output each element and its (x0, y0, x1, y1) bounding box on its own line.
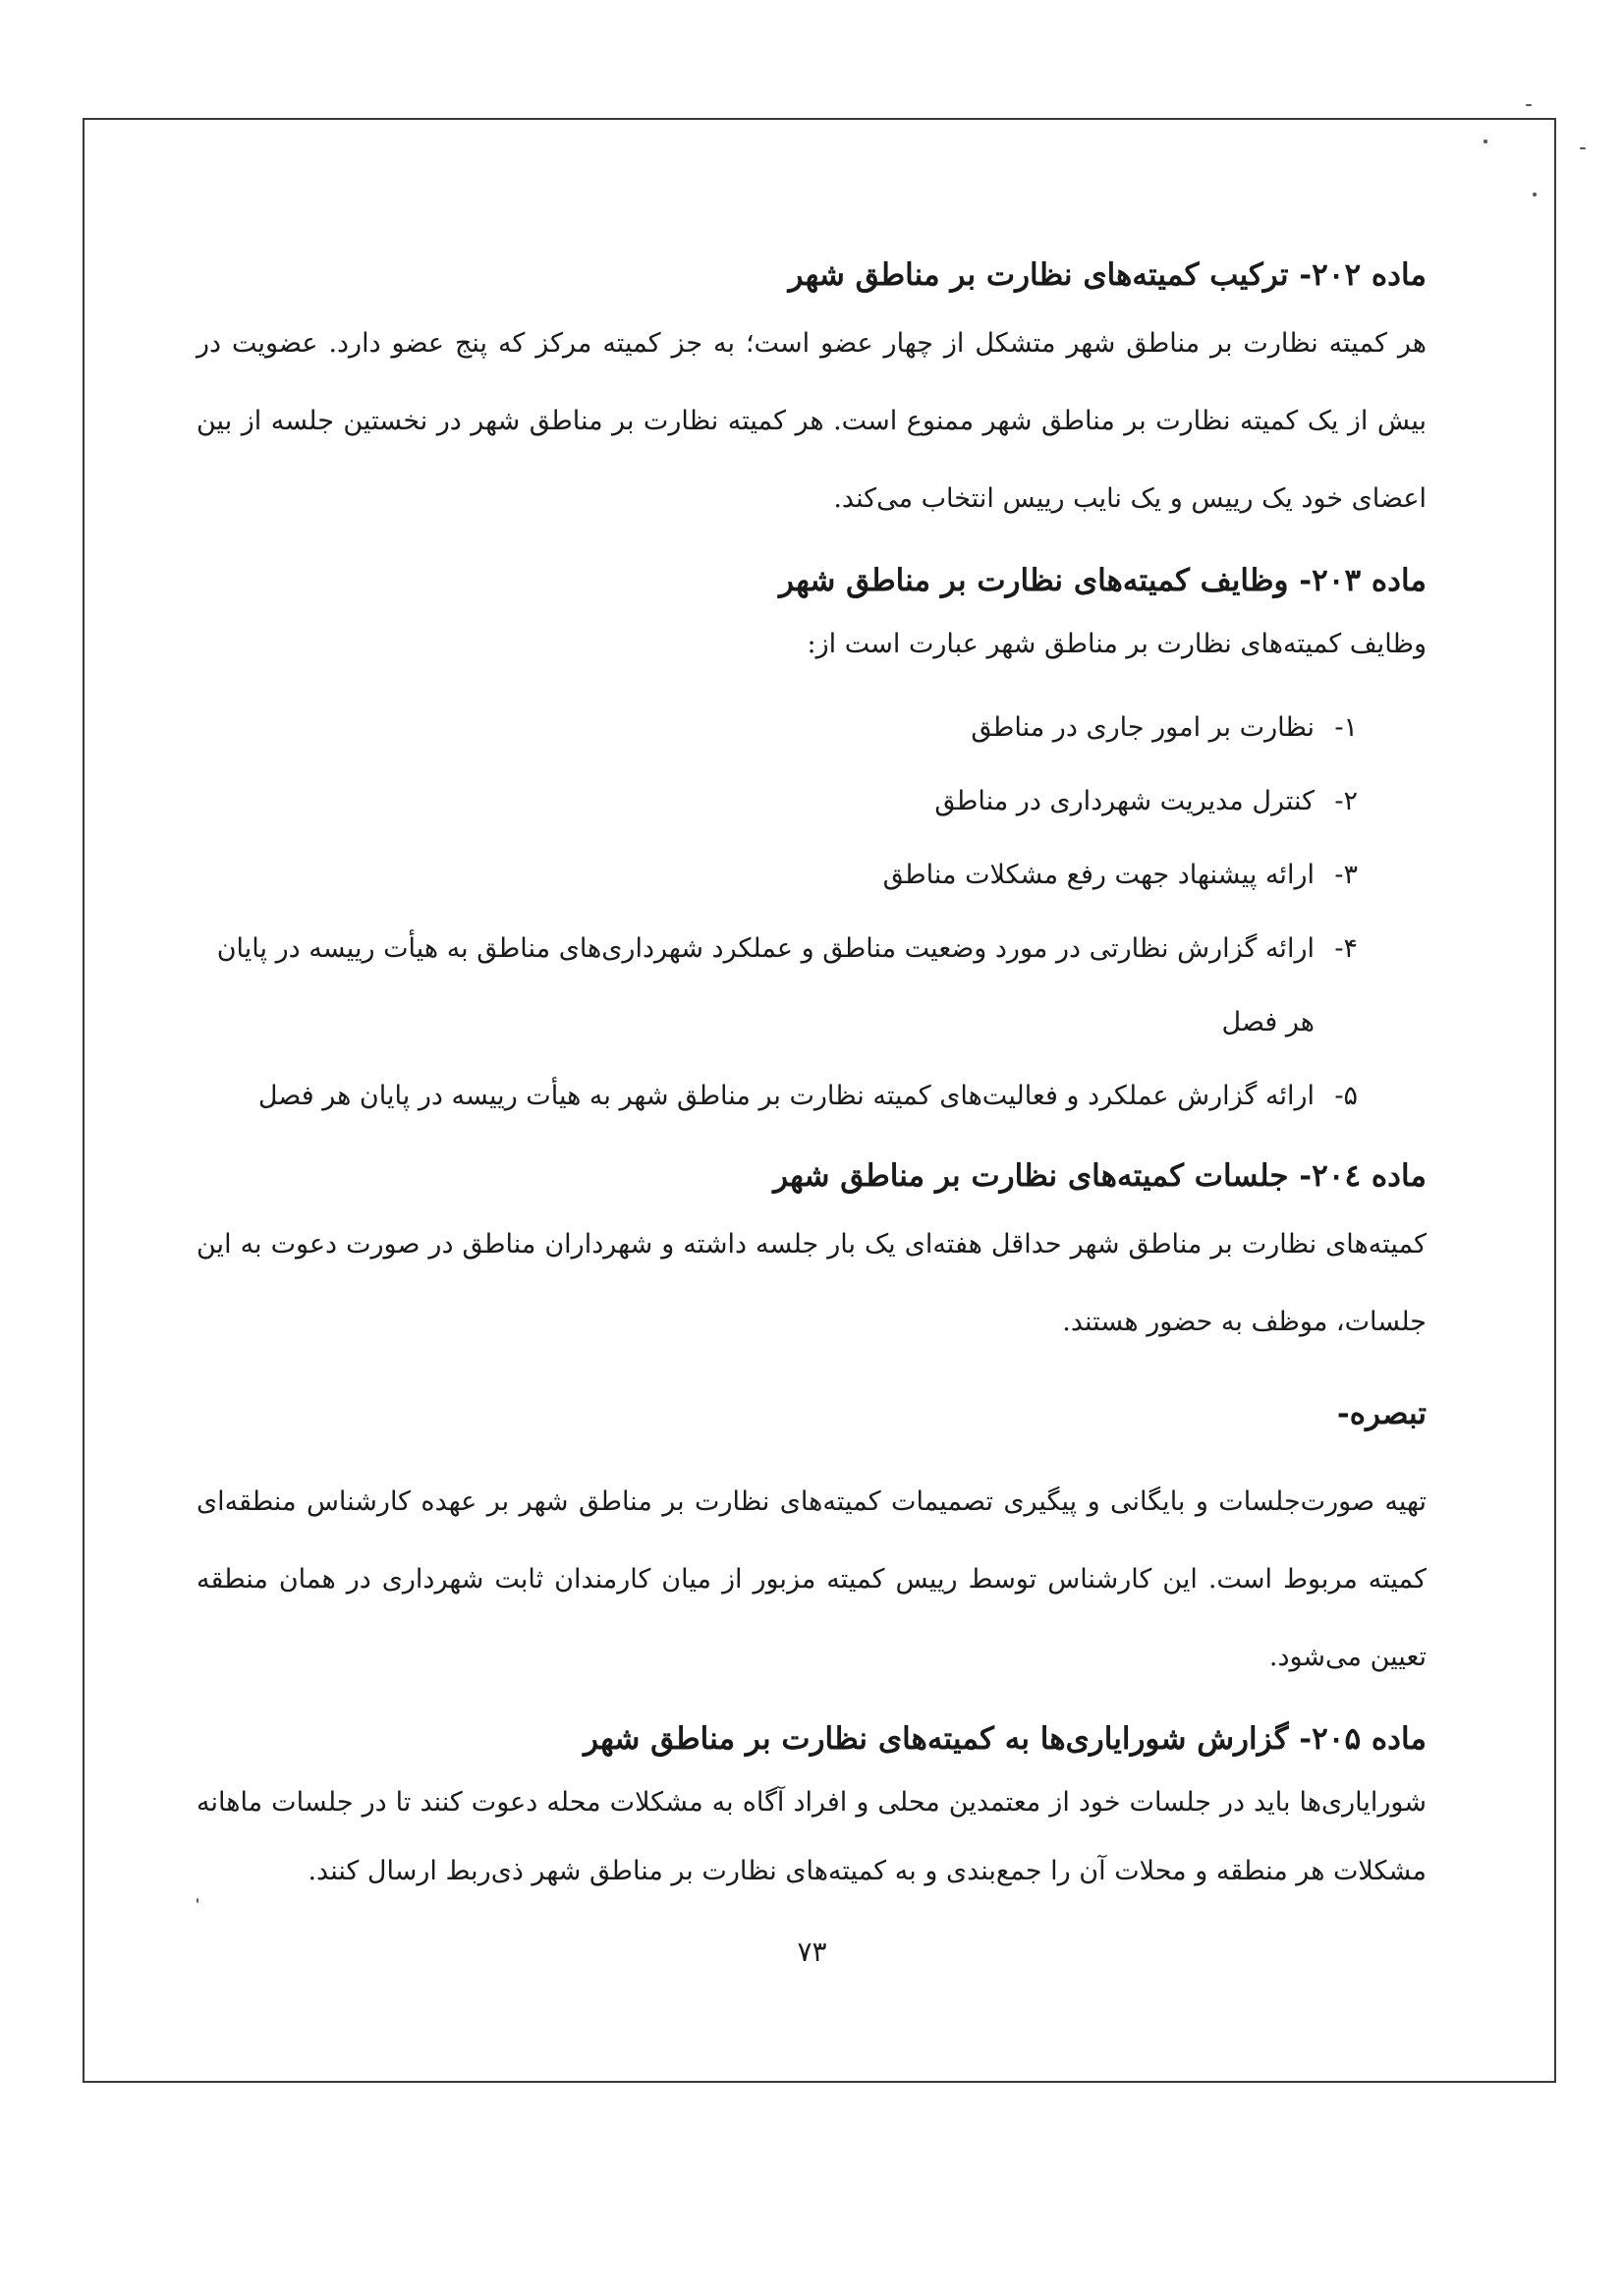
article-paragraph: شورایاری‌ها باید در جلسات خود از معتمدین محلی و افراد آگاه به مشکلات محله دعوت کنند تا در جلسات ماهانه مشکلات هر منطقه و محلات آن را جمع‌بندی و به کمیته‌های نظارت بر مناطق شهر ذی‌ربط ارسال کنند. (196, 1787, 1427, 1886)
article-paragraph: کمیته‌های نظارت بر مناطق شهر حداقل هفته‌ای یک بار جلسه داشته و شهرداران مناطق در صورت دعوت به این جلسات، موظف به حضور هستند. (196, 1229, 1427, 1337)
note (196, 1384, 1427, 1696)
article-heading: ماده ۲۰۵- گزارش شورایاری‌ها به کمیته‌های نظارت بر مناطق شهر (583, 1721, 1427, 1757)
duties-list (196, 691, 1427, 1133)
list-item (196, 764, 1358, 838)
article-203 (196, 551, 1427, 1133)
article-paragraph: هر کمیته نظارت بر مناطق شهر متشکل از چهار عضو است؛ به جز کمیته مرکز که پنج عضو دارد. عضویت در بیش از یک کمیته نظارت بر مناطق شهر ممنوع است. هر کمیته نظارت بر مناطق شهر در نخستین جلسه از بین اعضای خود یک رییس و یک نایب رییس انتخاب می‌کند. (196, 328, 1427, 514)
list-item-number: ۵- (1334, 1081, 1358, 1111)
list-item-text: کنترل مدیریت شهرداری در مناطق (934, 786, 1315, 816)
article-204 (196, 1147, 1427, 1361)
list-item (196, 838, 1358, 912)
document-body (196, 246, 1427, 1906)
list-item-number: ۲- (1334, 786, 1358, 816)
list-item-text: ارائه گزارش نظارتی در مورد وضعیت مناطق و عملکرد شهرداری‌های مناطق به هیأت رییسه در پایان هر فصل (216, 933, 1315, 1037)
list-item (196, 1059, 1358, 1133)
article-intro: وظایف کمیته‌های نظارت بر مناطق شهر عبارت است از: (807, 629, 1427, 659)
scan-speck (1484, 140, 1487, 143)
list-item (196, 691, 1358, 764)
article-202 (196, 246, 1427, 537)
scan-speck (1580, 147, 1586, 149)
list-item-number: ۱- (1334, 712, 1358, 743)
list-item-text: ارائه گزارش عملکرد و فعالیت‌های کمیته نظارت بر مناطق شهر به هیأت رییسه در پایان هر فصل (257, 1081, 1315, 1111)
note-paragraph: تهیه صورت‌جلسات و بایگانی و پیگیری تصمیمات کمیته‌های نظارت بر مناطق شهر بر عهده کارشناس منطقه‌ای کمیته مربوط است. این کارشناس توسط رییس کمیته مزبور از میان کارمندان ثابت شهرداری در همان منطقه تعیین می‌شود. (196, 1486, 1427, 1672)
list-item-number: ۳- (1334, 860, 1358, 890)
list-item-number: ۴- (1334, 933, 1358, 964)
scan-speck (1533, 193, 1537, 196)
article-heading: ماده ٢٠٤- جلسات کمیته‌های نظارت بر مناطق شهر (773, 1158, 1427, 1194)
list-item-text: نظارت بر امور جاری در مناطق (971, 712, 1315, 743)
note-heading: تبصره- (1336, 1396, 1427, 1431)
article-205 (196, 1709, 1427, 1906)
article-heading: ماده ۲۰۲- ترکیب کمیته‌های نظارت بر مناطق شهر (788, 257, 1427, 293)
scan-speck (1526, 104, 1532, 106)
list-item (196, 912, 1358, 1059)
article-heading: ماده ۲۰۳- وظایف کمیته‌های نظارت بر مناطق شهر (778, 563, 1427, 598)
page-number: ۷۳ (797, 1935, 827, 1968)
list-item-text: ارائه پیشنهاد جهت رفع مشکلات مناطق (882, 860, 1315, 890)
